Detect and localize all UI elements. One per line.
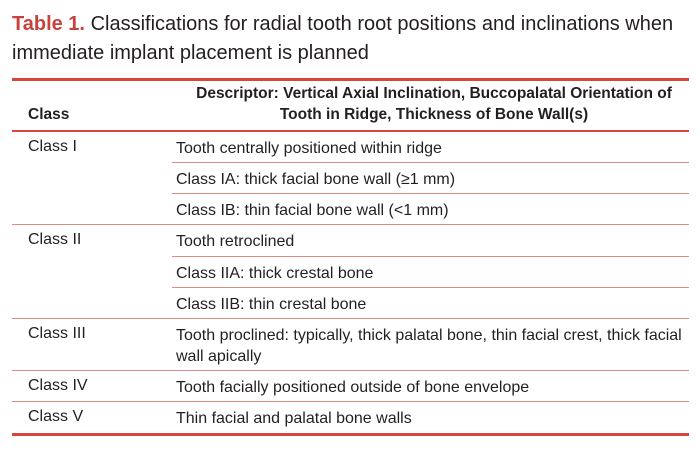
table-row <box>12 288 689 318</box>
row-class: Class I <box>28 138 77 155</box>
table-row <box>12 194 689 224</box>
table-row <box>12 371 689 401</box>
row-descriptor: Class IA: thick facial bone wall (≥1 mm) <box>176 171 456 188</box>
table-bottom-rule <box>12 433 689 436</box>
row-class: Class III <box>28 325 86 342</box>
table-row <box>12 319 689 370</box>
row-descriptor: Class IB: thin facial bone wall (<1 mm) <box>176 202 449 219</box>
row-descriptor: Tooth centrally positioned within ridge <box>176 140 442 157</box>
row-class: Class IV <box>28 377 88 394</box>
row-descriptor: Class IIA: thick crestal bone <box>176 265 374 282</box>
caption-text: Classifications for radial tooth root positions and inclinations when immediate implant placement is planned <box>12 13 674 64</box>
row-descriptor: Tooth proclined: typically, thick palatal bone, thin facial crest, thick facial wall apically <box>176 327 682 365</box>
table-row <box>12 163 689 193</box>
header-class: Class <box>28 106 70 123</box>
row-descriptor: Tooth retroclined <box>176 233 295 250</box>
table-row <box>12 402 689 433</box>
table-row <box>12 132 689 162</box>
row-descriptor: Tooth facially positioned outside of bone envelope <box>176 379 530 396</box>
table-header <box>12 82 689 130</box>
header-descriptor: Descriptor: Vertical Axial Inclination, Buccopalatal Orientation of Tooth in Ridge, Thickness of Bone Wall(s) <box>196 85 672 123</box>
row-descriptor: Thin facial and palatal bone walls <box>176 410 412 427</box>
table-label: Table 1. <box>12 13 85 35</box>
table-row <box>12 257 689 287</box>
table-caption <box>12 10 692 68</box>
table-row <box>12 225 689 256</box>
row-class: Class II <box>28 231 82 248</box>
row-class: Class V <box>28 408 84 425</box>
row-descriptor: Class IIB: thin crestal bone <box>176 296 367 313</box>
table-top-rule <box>12 78 689 81</box>
